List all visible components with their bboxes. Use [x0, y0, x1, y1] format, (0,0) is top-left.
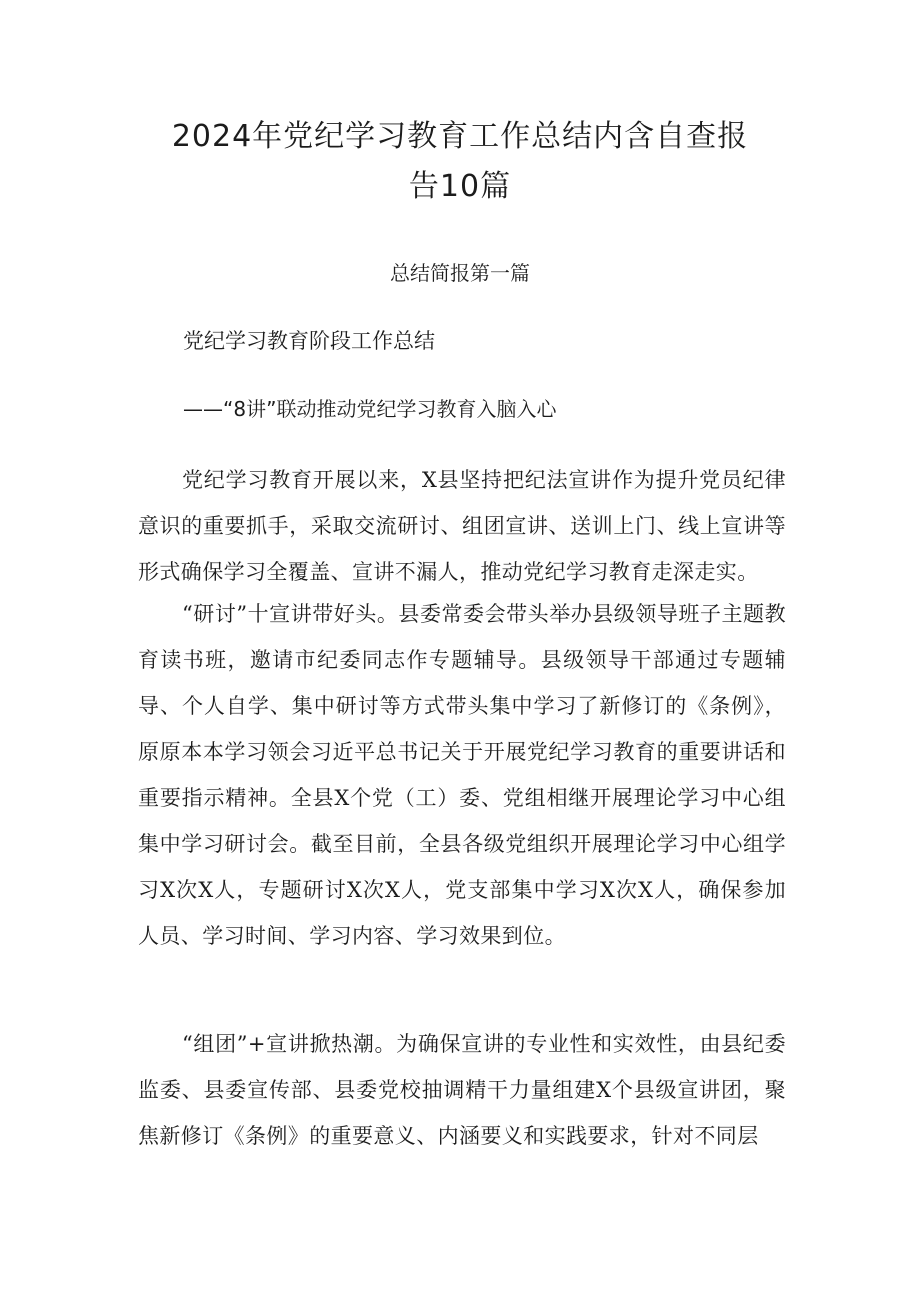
body-paragraph: “研讨”十宣讲带好头。县委常委会带头举办县级领导班子主题教育读书班，邀请市纪委同志作专题辅导。县级领导干部通过专题辅导、个人自学、集中研讨等方式带头集中学习了新修订的《条例》，原原本本学习领会习近平总书记关于开展党纪学习教育的重要讲话和重要指示精神。全县X个党（工）委、党组相继开展理论学习中心组集中学习研讨会。截至目前，全县各级党组织开展理论学习中心组学习X次X人，专题研讨X次X人，党支部集中学习X次X人，确保参加人员、学习时间、学习内容、学习效果到位。 [138, 602, 786, 948]
section-title: 总结简报第一篇 [390, 261, 530, 285]
body-paragraph: 党纪学习教育开展以来，X县坚持把纪法宣讲作为提升党员纪律意识的重要抓手，采取交流研讨、组团宣讲、送训上门、线上宣讲等形式确保学习全覆盖、宣讲不漏人，推动党纪学习教育走深走实。 [138, 468, 786, 584]
tagline: ——“8讲”联动推动党纪学习教育入脑入心 [183, 397, 557, 421]
body-paragraph: “组团”+宣讲掀热潮。为确保宣讲的专业性和实效性，由县纪委监委、县委宣传部、县委党校抽调精干力量组建X个县级宣讲团，聚焦新修订《条例》的重要意义、内涵要义和实践要求，针对不同层 [138, 1032, 786, 1148]
document-title: 2024年党纪学习教育工作总结内含自查报告10篇 [171, 119, 749, 204]
sub-heading: 党纪学习教育阶段工作总结 [183, 329, 435, 353]
